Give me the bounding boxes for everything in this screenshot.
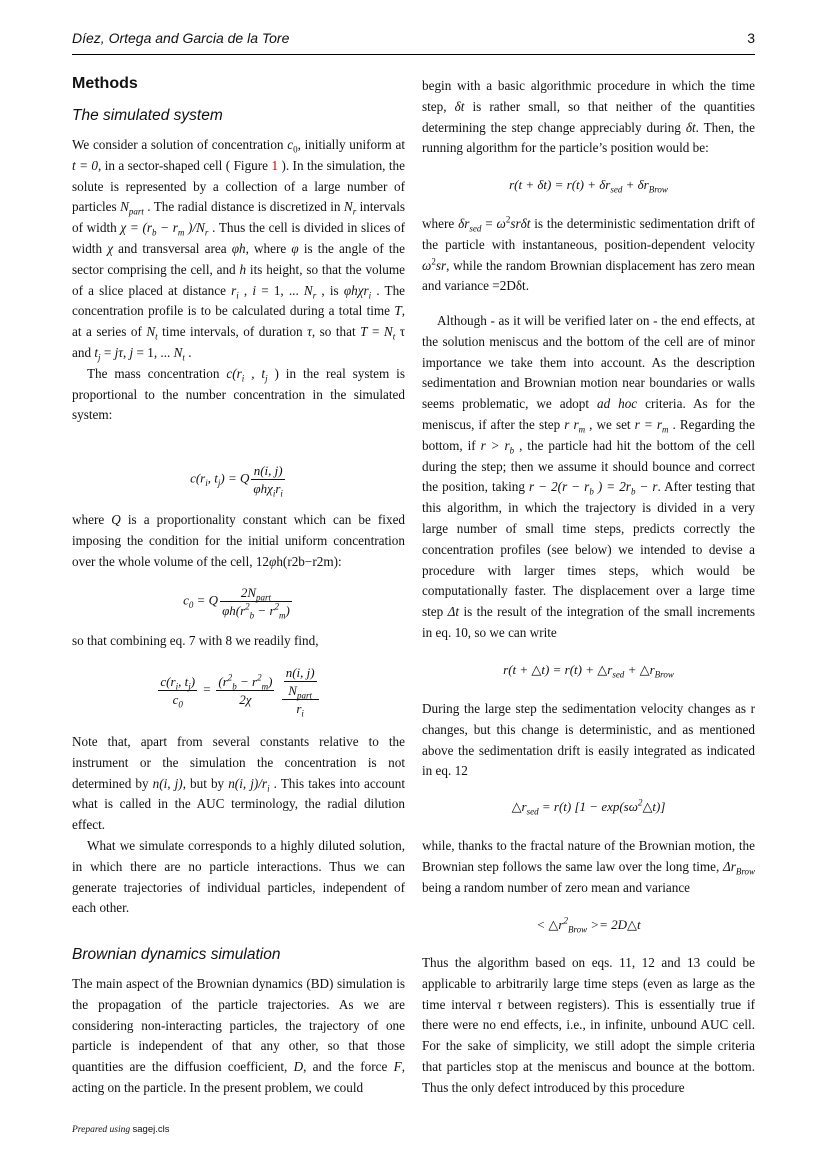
- paragraph-simulated-system: We consider a solution of concentration $c_0$, initially uniform at t = 0, in a sector-shaped cell ( Figure 1 ). In the simulation, the solute is represented by a collection of a large number of particles $N_{part}$ . The radial distance is discretized in $N_r$ intervals of width $\chi = (r_b - r_m$ )$/N_r$ . Thus the cell is divided in slices of width χ and transversal area φh, where φ is the angle of the sector comprising the cell, and h its height, so that the volume of a slice placed at distance $r_i$ , i = 1, ... $N_r$ , is φhχr$_i$ . The concentration profile is to be calculated during a total time T, at a series of $N_t$ time intervals, of duration τ, so that $T = N_t$ τ and $t_j = j\tau$, j = 1, ... $N_t$ . The mass concentration $c(r_i$ , $t_j$ ) in the real system is proportional to the number concentration in the simulated system:: [72, 137, 406, 423]
- equation-9: $\frac{c(r_i, t_j)}{c_0}$ = $\frac{(r^2_b - r^2_m)}{2\chi}$ $\frac{\frac{n(i, j)}{N_{part}}}{r_i}$: [72, 664, 405, 717]
- equation-8: $c_0 = Q$ $\frac{2N_{part}}{\varphi h(r^2_b - r^2_m)}$: [183, 585, 290, 621]
- running-head: [72, 30, 755, 50]
- equation-12: $\triangle r_{sed} = r(t) [1$ − $\exp(s\omega^2\triangle t)$]: [511, 797, 666, 817]
- equation-11: r(t + △t) = $r(t) + \triangle r_{sed}$ + $\triangle r_{Brow}$: [503, 662, 674, 680]
- header-rule: [72, 54, 755, 55]
- subsection-title-simulated-system: The simulated system: [72, 107, 223, 124]
- equation-10: $r(t + \delta t) = r(t) + \delta r_{sed} + \delta r_{Brow}$: [509, 177, 668, 195]
- paragraph-proportionality: where Q is a proportionality constant which can be fixed imposing the condition for the initial uniform concentration over the whole volume of the cell, 12φh(r2b−r2m):: [72, 512, 406, 569]
- running-head-authors: Díez, Ortega and Garcia de la Tore: [72, 30, 290, 46]
- paragraph-brownian: The main aspect of the Brownian dynamics (BD) simulation is the propagation of the particle trajectories. As we are considering non-interacting particles, the trajectory of one particle is independent of that any other, so that those quantities are the diffusion coefficient, D, and the force F, acting on the particle. In the present problem, we could: [72, 976, 405, 1095]
- paragraph-where-drift: where $\delta r_{sed} = \omega^2sr\delta t$ is the deterministic sedimentation drift of the particle with instantaneous, position-dependent velocity $\omega^2sr$, while the random Brownian displacement has zero mean and variance =2Dδt.: [422, 214, 756, 294]
- footer-cls: sagej.cls: [132, 1124, 170, 1135]
- subsection-title-brownian: Brownian dynamics simulation: [72, 946, 281, 963]
- equation-13: < $\triangle r^2_{Brow}$ >= 2D△t: [536, 915, 641, 935]
- paragraph-thus: Thus the algorithm based on eqs. 11, 12 and 13 could be applicable to arbitrarily large time steps (even as large as the time interval τ between registers). This is essentially true if there were no end effects, i.e., in infinite, unbound AUC cell. For the sake of simplicity, we still adopt the simple criteria that particles stop at the meniscus and bounce at the bottom. Thus the only defect introduced by this procedure: [422, 955, 755, 1095]
- paragraph-large-step: During the large step the sedimentation velocity changes as r changes, but this change is deterministic, and as mentioned above the sedimentation drift is easily integrated as indicated in eq. 12: [422, 701, 755, 779]
- paragraph-algorithm: begin with a basic algorithmic procedure in which the time step, δt is rather small, so that neither of the quantities determining the step change appreciably during δt. Then, the running algorithm for the particle’s position would be:: [422, 78, 756, 156]
- paragraph-combining: so that combining eq. 7 with 8 we readily find,: [72, 633, 319, 648]
- paragraph-end-effects: Although - as it will be verified later on - the end effects, at the solution meniscus and the bottom of the cell are of minor importance we take them into account. As the description sedimentation and Brownian motion near boundaries or walls seems problematic, we adopt ad hoc criteria. As for the meniscus, if after the step r $r_m$ , we set $r = r_m$ . Regarding the bottom, if $r > r_b$ , the particle had hit the bottom of the cell during the step; then we assume it should bounce and correct the position, taking $r - 2(r - r_b$ ) = $2r_b - r$. After testing that this algorithm, in which the trajectory is divided in a very large number of small time steps, predicts correctly the concentration profiles (see below) we intended to devise a procedure with larger times steps, which would be computationally faster. The displacement over a large time step Δt is the result of the integration of the small increments in eq. 10, so we can write: [422, 313, 756, 640]
- figure-reference[interactable]: 1: [271, 157, 279, 173]
- paragraph-note: Note that, apart from several constants relative to the instrument or the simulation the concentration is not determined by n(i, j), but by n(i, $j)/r_i$ . This takes into account what is called in the AUC terminology, the radial dilution effect. What we simulate corresponds to a highly diluted solution, in which there are no particle interactions. Thus we can generate trajectories of individual particles, independent of each other.: [72, 734, 405, 916]
- page-number: 3: [747, 30, 755, 46]
- equation-7: $c(r_i$, $t_j) = Q$ $\frac{n(i, j)}{\varphi h\chi_ir_i}$: [190, 463, 283, 499]
- paragraph-fractal: while, thanks to the fractal nature of the Brownian motion, the Brownian step follows the same law over the long time, $\Delta r_{Brow}$ being a random number of zero mean and variance: [422, 838, 755, 895]
- section-title: Methods: [72, 75, 138, 92]
- footer: Prepared using sagej.cls: [72, 1124, 170, 1135]
